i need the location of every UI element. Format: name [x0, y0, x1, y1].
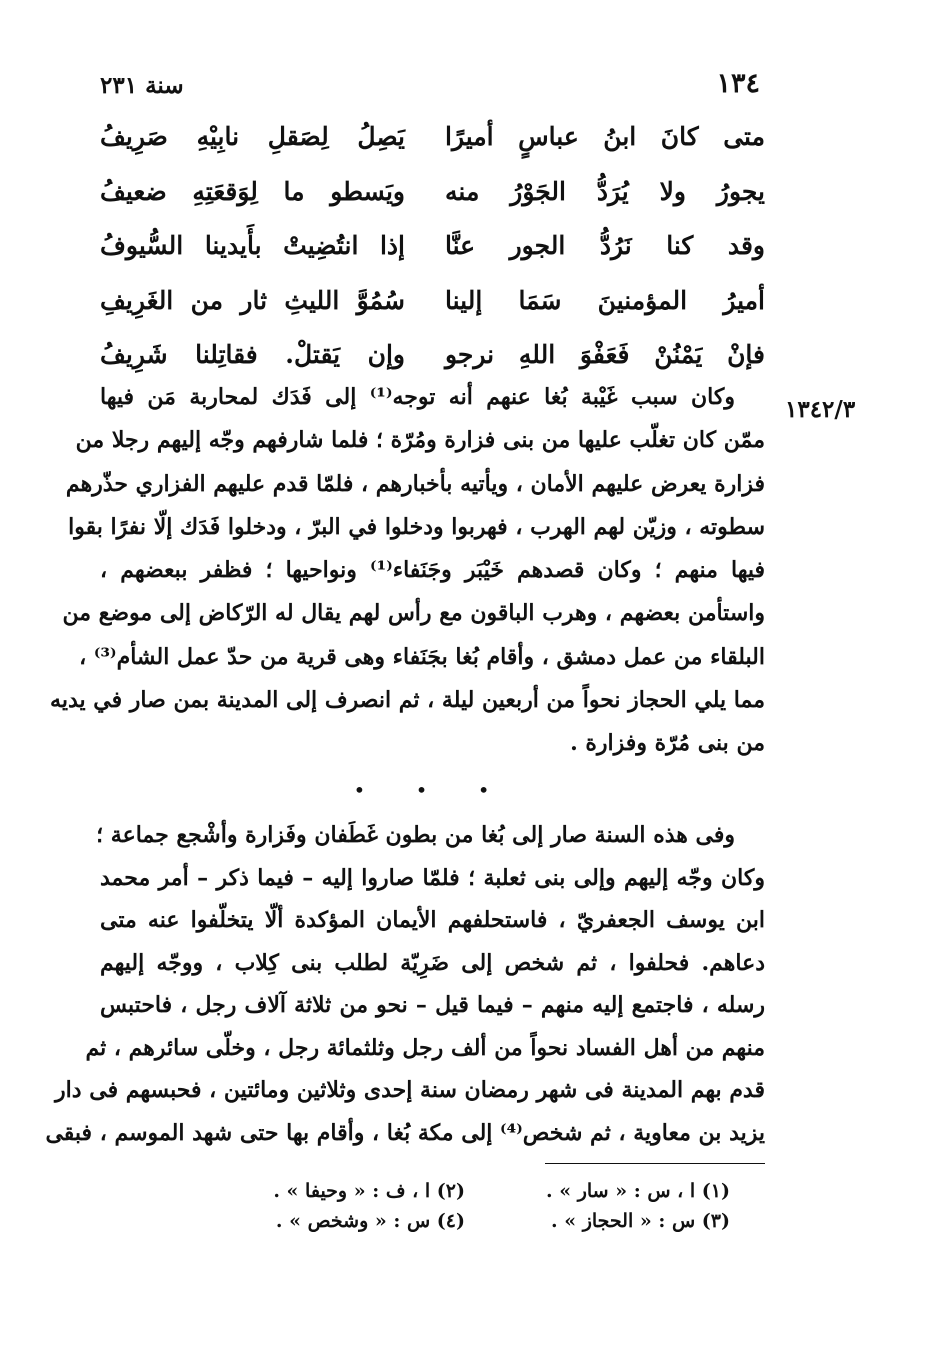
first-hemistich: فإنْ يَمْنُنْ فَعَفْوَ اللهِ نرجو [445, 340, 765, 369]
marginal-date: ١٣٤٢/٣ [785, 396, 856, 423]
first-hemistich: يجورُ ولا يُرَدُّ الجَوْرُ منه [445, 176, 765, 206]
text-line: رسله ، فاجتمع إليه منهم – فيما قيل – نحو من ثلاثة آلاف رجل ، فاحتبس [100, 992, 765, 1018]
footnote: (٢) ا ، ف : « وحيفا » . [273, 1180, 465, 1202]
first-hemistich: متى كانَ ابنُ عباسٍ أميرًا [445, 122, 765, 151]
footnotes [100, 1180, 765, 1240]
text-line: واستأمن بعضهم ، وهرب الباقون مع رأس لهم يقال له الرّكاض إلى موضع من [62, 600, 765, 627]
paragraph-1 [50, 384, 765, 774]
text-line: وكان وجّه إليهم وإلى بنى ثعلبة ؛ فلمّا صاروا إليه – فيما ذكر – أمر محمد [100, 864, 765, 891]
footnote-row [100, 1180, 765, 1210]
footnote: (٣) س : « الحجاز » . [550, 1210, 730, 1232]
text-line: وكان سبب غَيْبة بُغا عنهم أنه توجه⁽¹⁾ إلى فَدَك لمحاربة مَن فيها [100, 384, 735, 410]
text-line: فزارة يعرض عليهم الأمان ، ويأتيه بأخبارهم ، فلمّا قدم عليهم الفزاري حذّرهم [65, 470, 765, 497]
running-head-year: سنة ٢٣١ [100, 72, 184, 99]
first-hemistich: أميرُ المؤمنينَ سَمَا إلينا [445, 285, 765, 315]
page-number: ١٣٤ [716, 68, 760, 99]
page-header [100, 68, 760, 108]
text-line: من بنى مُرّة وفزارة . [570, 730, 765, 757]
text-line: قدم بهم المدينة فى شهر رمضان سنة إحدى وثلاثين ومائتين ، فحبسهم فى دار [55, 1077, 765, 1103]
poem [100, 122, 765, 395]
text-line: وفى هذه السنة صار إلى بُغا من بطون غَطَفان وفَزارة وأشْجع جماعة ؛ [96, 822, 735, 848]
footnote-divider [545, 1163, 765, 1164]
first-hemistich: وقد كنا نَرُدُّ الجور عنَّا [445, 231, 765, 260]
text-line: مما يلي الحجاز نحواً من أربعين ليلة ، ثم انصرف إلى المدينة بمن صار في يديه [50, 687, 765, 714]
text-line: منهم من أهل الفساد نحواً من ألف رجل وثلثمائة رجل ، وخلّى سائرهم ، ثم [85, 1034, 765, 1061]
poem-verse [100, 177, 765, 225]
text-line: يزيد بن معاوية ، ثم شخص⁽⁴⁾ إلى مكة بُغا ، وأقام بها حتى شهد الموسم ، فبقى [45, 1119, 765, 1146]
footnote-row [100, 1210, 765, 1240]
second-hemistich: يَصِلُ لِصَقلِ نابِيْهِ صَرِيفُ [100, 122, 405, 151]
text-line: فيها منهم ؛ وكان قصدهم خَيْبَر وجَنَفاء⁽¹⁾ ونواحيها ؛ فظفر ببعضهم ، [100, 557, 765, 584]
paragraph-2 [45, 822, 765, 1162]
footnote: (١) ا ، س : « سار » . [546, 1180, 730, 1202]
text-line: سطوته ، وزيّن لهم الهرب ، فهربوا ودخلوا في البرّ ، ودخلوا فَدَك إلّا نفرًا بقوا [68, 513, 765, 540]
text-line: البلقاء من عمل دمشق ، وأقام بُغا بجَنَفاء وهى قرية من حدّ عمل الشأم⁽³⁾ ، [79, 643, 765, 670]
poem-verse [100, 340, 765, 388]
second-hemistich: سُمُوَّ الليثِ ثار من الغَرِيفِ [100, 285, 405, 315]
poem-verse [100, 122, 765, 170]
text-line: دعاهم. فحلفوا ، ثم شخص إلى ضَرِيّة لطلب بنى كِلاب ، ووجّه إليهم [100, 949, 765, 976]
poem-verse [100, 231, 765, 279]
second-hemistich: ويَسطو ما لِوَقعَتِهِ ضعيفُ [100, 176, 405, 206]
text-line: ممّن كان تغلّب عليها من بنى فزارة ومُرّة ؛ فلما شارفهم وجّه إليهم رجلا من [75, 427, 765, 454]
section-separator: • • • [353, 778, 512, 802]
footnote: (٤) س : « وشخص » . [275, 1210, 465, 1232]
text-line: ابن يوسف الجعفريّ ، فاستحلفهم الأيمان المؤكدة ألّا يتخلّفوا عنه متى [100, 907, 765, 933]
second-hemistich: وإن يَقتلْ. فقاتِلنا شَرِيفُ [100, 340, 405, 369]
second-hemistich: إذا انتُضِيتْ بأَيدينا السُّيوفُ [100, 231, 405, 260]
poem-verse [100, 286, 765, 334]
